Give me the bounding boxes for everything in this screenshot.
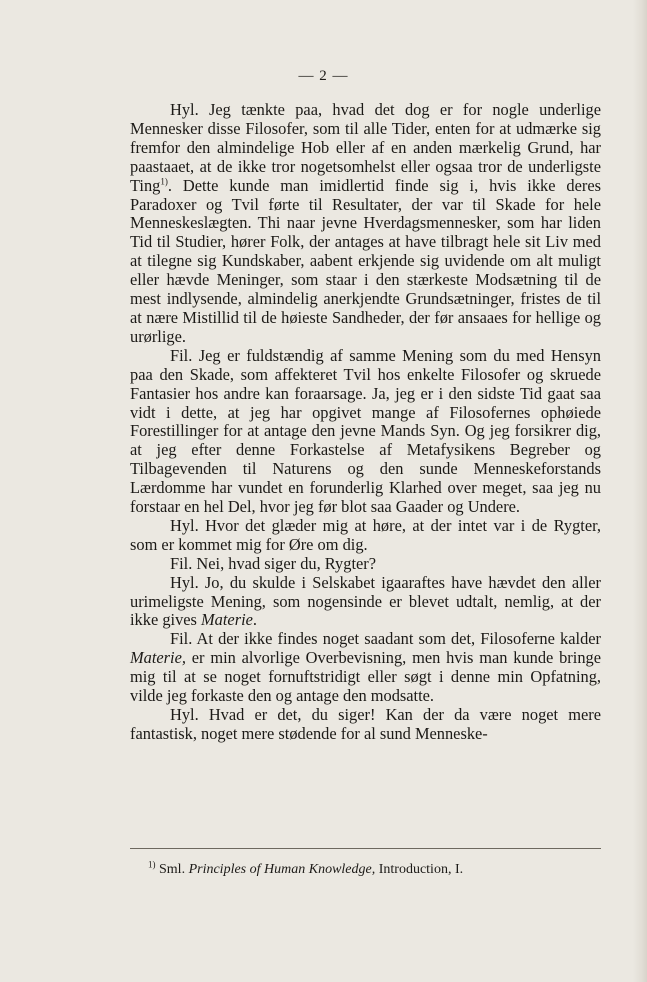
footnote [148, 861, 598, 879]
text-run: Hyl. Jeg tænkte paa, hvad det dog er for nogle underlige Mennesker disse Filosofer, som til alle Tider, enten for at udmærke sig fremfor den almindelige Hob eller af en anden mærkelig Grund, har paastaaet, at de ikke tror nogetsomhelst eller ogsaa tror de underligste Ting [130, 100, 601, 195]
footnote-title: Principles of Human Knowledge, [188, 862, 376, 877]
footnote-suffix: Introduction, I. [375, 862, 464, 877]
footnote-marker: 1) [148, 859, 156, 870]
text-run: Fil. Jeg er fuldstændig af samme Mening som du med Hensyn paa den Skade, som affekteret Tvil hos enkelte Filosofer og skruede Fantasier hos andre kan foraarsage. Ja, jeg er i den sidste Tid gaat saa vidt i dette, at jeg har opgivet mange af Filosofernes ophøiede Forestillinger for at antage den jevne Mands Syn. Og jeg forsikrer dig, at jeg efter denne Forkastelse af Metafysikens Begreber og Tilbagevenden til Naturens og den sunde Menneskeforstands Lærdomme har vundet en forunderlig Klarhed over meget, saa jeg nu forstaar en hel Del, hvor jeg før blot saa Gaader og Undere. [130, 345, 601, 517]
footnote-prefix: Sml. [155, 862, 189, 877]
page-edge [633, 0, 647, 982]
paragraph [130, 555, 601, 574]
text-run: . Dette kunde man imidlertid finde sig i, hvis ikke deres Paradoxer og Tvil førte til Resultater, der var til Skade for hele Menneskeslægten. Thi naar jevne Hverdagsmennesker, som har liden Tid til Studier, hører Folk, der antages at have tilbragt hele sit Liv med at tilegne sig Kundskaber, aabent erkjende sig uvidende om alt muligt eller hævde Meninger, som staar i den stærkeste Modsætning til de mest indlysende, almindelig anerkjendte Grundsætninger, fristes de til at nære Mistillid til de høieste Sandheder, der før ansaaes for hellige og urørlige. [130, 175, 601, 346]
paragraph [130, 101, 601, 347]
paragraph [130, 706, 601, 744]
text-run: Hyl. Hvor det glæder mig at høre, at der intet var i de Rygter, som er kommet mig for Øre om dig. [130, 515, 601, 554]
text-run: . [252, 610, 258, 630]
page-number: — 2 — [298, 68, 349, 84]
paragraph [130, 630, 601, 706]
main-text [130, 101, 601, 744]
italic-text: Materie, [130, 648, 186, 668]
paragraph [130, 574, 601, 631]
text-run: Fil. Nei, hvad siger du, Rygter? [170, 553, 377, 573]
paragraph [130, 347, 601, 517]
italic-text: Materie [201, 610, 253, 630]
paragraph [130, 517, 601, 555]
text-run: er min alvorlige Overbevisning, men hvis man kunde bringe mig til at se noget fornuftstridigt eller søgt i denne min Opfatning, vilde jeg forkaste den og antage den modsatte. [130, 648, 601, 706]
footnote-reference: 1) [160, 176, 168, 187]
footnote-rule [130, 848, 601, 849]
text-run: Hyl. Hvad er det, du siger! Kan der da være noget mere fantastisk, noget mere stødende for al sund Menneske- [130, 705, 601, 743]
text-run: Fil. At der ikke findes noget saadant som det, Filosoferne kalder [170, 629, 601, 649]
text-run: Hyl. Jo, du skulde i Selskabet igaaraftes have hævdet den aller urimeligste Mening, som nogensinde er blevet udtalt, nemlig, at der ikke gives [130, 572, 601, 630]
